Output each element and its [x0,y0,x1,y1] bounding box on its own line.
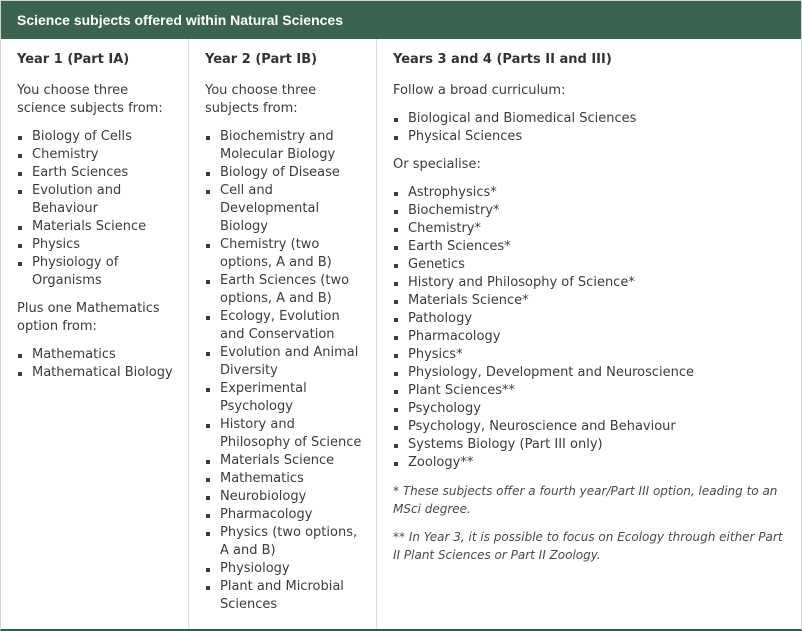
list-item: Genetics [393,256,789,274]
list-item: Materials Science [205,452,364,470]
list-item: Pharmacology [205,506,364,524]
list-item: History and Philosophy of Science [205,416,364,452]
list-item: Physics [17,236,176,254]
maths-option-list [17,346,176,382]
list-item: Physical Sciences [393,128,789,146]
list-item: Biological and Biomedical Sciences [393,110,789,128]
column-intro: You choose three science subjects from: [17,83,163,116]
column-year-2 [189,39,377,629]
list-item: Mathematics [205,470,364,488]
table-header: Science subjects offered within Natural Sciences [1,1,801,39]
list-item: Experimental Psychology [205,380,364,416]
table-columns [1,39,801,629]
list-item: Biochemistry* [393,202,789,220]
list-item: Astrophysics* [393,184,789,202]
list-item: Neurobiology [205,488,364,506]
list-item: Mathematical Biology [17,364,176,382]
list-item: Cell and Developmental Biology [205,182,364,236]
list-item: Evolution and Behaviour [17,182,176,218]
list-item: Pharmacology [393,328,789,346]
list-item: Systems Biology (Part III only) [393,436,789,454]
list-item: Physiology [205,560,364,578]
subject-list [17,128,176,290]
column-title: Years 3 and 4 (Parts II and III) [393,52,612,67]
list-item: Biology of Disease [205,164,364,182]
list-item: Physiology, Development and Neuroscience [393,364,789,382]
footnote-ecology: ** In Year 3, it is possible to focus on Ecology through either Part II Plant Sciences or Part II Zoology. [393,530,783,562]
footnote-msci: * These subjects offer a fourth year/Part III option, leading to an MSci degree. [393,484,778,516]
list-item: Earth Sciences [17,164,176,182]
list-item: Materials Science* [393,292,789,310]
column-intro: You choose three subjects from: [205,83,317,116]
broad-curriculum-list [393,110,789,146]
list-item: Plant Sciences** [393,382,789,400]
column-year-1 [1,39,189,629]
subject-list [205,128,364,614]
column-title: Year 1 (Part IA) [17,52,130,67]
column-intro-secondary: Or specialise: [393,157,481,172]
list-item: Mathematics [17,346,176,364]
list-item: Chemistry* [393,220,789,238]
list-item: Earth Sciences (two options, A and B) [205,272,364,308]
column-years-3-4 [377,39,801,629]
list-item: Plant and Microbial Sciences [205,578,364,614]
list-item: Psychology [393,400,789,418]
list-item: Physics* [393,346,789,364]
specialise-list [393,184,789,472]
list-item: Physics (two options, A and B) [205,524,364,560]
list-item: Pathology [393,310,789,328]
list-item: Physiology of Organisms [17,254,176,290]
list-item: Earth Sciences* [393,238,789,256]
list-item: Chemistry (two options, A and B) [205,236,364,272]
list-item: History and Philosophy of Science* [393,274,789,292]
list-item: Evolution and Animal Diversity [205,344,364,380]
column-intro-secondary: Plus one Mathematics option from: [17,301,160,334]
list-item: Materials Science [17,218,176,236]
column-title: Year 2 (Part IB) [205,52,318,67]
list-item: Psychology, Neuroscience and Behaviour [393,418,789,436]
list-item: Ecology, Evolution and Conservation [205,308,364,344]
list-item: Chemistry [17,146,176,164]
list-item: Biochemistry and Molecular Biology [205,128,364,164]
list-item: Zoology** [393,454,789,472]
column-intro: Follow a broad curriculum: [393,83,566,98]
list-item: Biology of Cells [17,128,176,146]
